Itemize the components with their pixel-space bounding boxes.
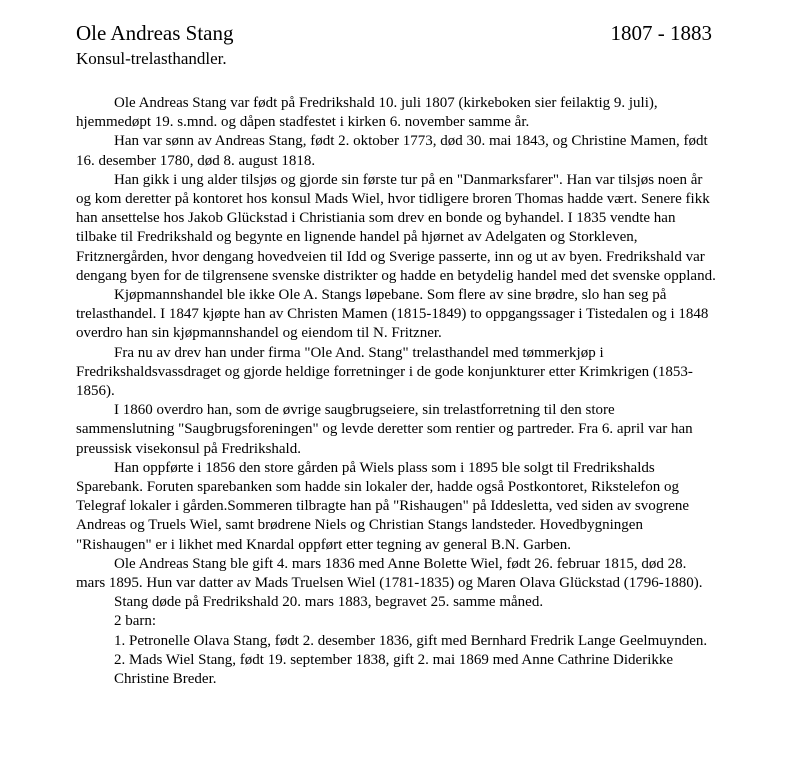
paragraph: I 1860 overdro han, som de øvrige saugbrugseiere, sin trelastforretning til den store sammenslutning "Saugbrugsforeningen" og levde deretter som rentier og partreder. Fra 6. april var han preussisk visekonsul på Fredrikshald. [76,402,693,457]
biography-text [76,94,716,689]
paragraph: Han gikk i ung alder tilsjøs og gjorde sin første tur på en "Danmarksfarer". Han var tilsjøs noen år og kom deretter på kontoret hos konsul Mads Wiel, hvor tidligere broren Thomas hadde vært. Senere fikk han ansettelse hos Jakob Glückstad i Christiania som drev en bonde og byhandel. I 1835 vendte han tilbake til Fredrikshald og begynte en lignende handel på hjørnet av Adelgaten og Storkleven, Fritznergården, hvor dengang hovedveien til Idd og Sverige passerte, inn og ut av byen. Fredrikshald var dengang byen for de tilgrensene svenske distrikter og hadde en betydelig handel med det svenske oppland. [76,171,716,284]
life-years: 1807 - 1883 [610,21,712,45]
child-entry: 2. Mads Wiel Stang, født 19. september 1838, gift 2. mai 1869 med Anne Cathrine Diderikke Christine Breder. [114,651,674,688]
paragraph: Fra nu av drev han under firma "Ole And. Stang" trelasthandel med tømmerkjøp i Fredrikshaldsvassdraget og gjorde heldige forretninger i de gode konjunkturer etter Krimkrigen (1853-1856). [76,344,693,400]
paragraph: 2 barn: [114,613,157,630]
occupation: Konsul-trelasthandler. [76,49,227,68]
paragraph: Ole Andreas Stang var født på Fredrikshald 10. juli 1807 (kirkeboken sier feilaktig 9. juli), hjemmedøpt 19. s.mnd. og dåpen stadfestet i kirken 6. november samme år. [76,95,658,131]
title-row [76,18,716,48]
paragraph: Han oppførte i 1856 den store gården på Wiels plass som i 1895 ble solgt til Fredrikshalds Sparebank. Foruten sparebanken som hadde sin lokaler der, hadde også Postkontoret, Rikstelefon og Telegraf lokaler i gården.Sommeren tilbragte han på "Rishaugen" på Iddesletta, ved siden av svogrene Andreas og Truels Wiel, samt brødrene Niels og Christian Stangs landsteder. Hovedbygningen "Rishaugen" er i likhet med Knardal oppført etter tegning av general B.N. Garben. [76,459,690,553]
paragraph: Kjøpmannshandel ble ikke Ole A. Stangs løpebane. Som flere av sine brødre, slo han seg på trelasthandel. I 1847 kjøpte han av Christen Mamen (1815-1849) to oppgangssager i Tistedalen og i 1848 overdro han sin kjøpmannshandel og eiendom til N. Fritzner. [76,287,709,342]
child-entry: 1. Petronelle Olava Stang, født 2. desember 1836, gift med Bernhard Fredrik Lange Geelmuynden. [114,632,708,649]
paragraph: Stang døde på Fredrikshald 20. mars 1883, begravet 25. samme måned. [114,594,544,611]
paragraph: Han var sønn av Andreas Stang, født 2. oktober 1773, død 30. mai 1843, og Christine Mamen, født 16. desember 1780, død 8. august 1818. [76,133,708,169]
paragraph: Ole Andreas Stang ble gift 4. mars 1836 med Anne Bolette Wiel, født 26. februar 1815, død 28. mars 1895. Hun var datter av Mads Truelsen Wiel (1781-1835) og Maren Olava Glückstad (1796-1880). [76,555,703,592]
person-name: Ole Andreas Stang [76,21,234,45]
document-page [76,18,716,689]
